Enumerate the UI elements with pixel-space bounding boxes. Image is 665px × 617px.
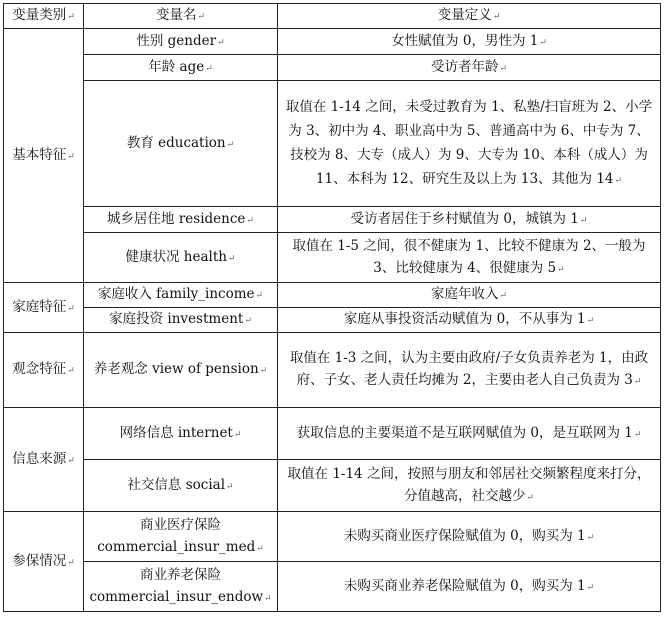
paragraph-mark: ↵ [264,593,272,604]
variable-definition-cell: 家庭从事投资活动赋值为 0，不从事为 1↵ [278,308,661,333]
variable-name-cell: 年龄 age↵ [84,55,278,81]
paragraph-mark: ↵ [586,532,595,543]
variable-name-cell: 网络信息 internet↵ [84,408,278,460]
paragraph-mark: ↵ [255,291,264,301]
paragraph-mark: ↵ [633,377,642,387]
paragraph-mark: ↵ [67,557,75,568]
paragraph-mark: ↵ [633,429,642,440]
category-cell: 家庭特征↵ [4,283,84,333]
variable-name-cell: 养老观念 view of pension↵ [84,333,278,408]
table-row [4,55,661,81]
variable-definition-cell: 取值在 1-14 之间，按照与朋友和邻居社交频繁程度来打分，分值越高，社交越少↵ [278,460,661,512]
paragraph-mark: ↵ [614,175,623,186]
paragraph-mark: ↵ [492,12,501,22]
variable-definition-cell: 家庭年收入↵ [278,283,661,308]
paragraph-mark: ↵ [499,291,508,301]
table-row [4,233,661,283]
variable-name-cell: 家庭收入 family_income↵ [84,283,278,308]
variable-definition-cell: 取值在 1-14 之间，未受过教育为 1、私塾/扫盲班为 2、小学为 3、初中为 4、职业高中为 5、普通高中为 6、中专为 7、技校为 8、大专（成人）为 9、大专为 10、本科（成人）为 11、本科为 12、研究生及以上为 13、其他为 14↵ [278,81,661,207]
table-row [4,512,661,562]
variable-definition-cell: 女性赋值为 0，男性为 1↵ [278,29,661,55]
table-row [4,29,661,55]
paragraph-mark: ↵ [67,455,75,466]
paragraph-mark: ↵ [246,215,254,226]
paragraph-mark: ↵ [205,63,213,74]
variable-definition-cell: 取值在 1-5 之间，很不健康为 1、比较不健康为 2、一般为 3、比较健康为 4、很健康为 5↵ [278,233,661,283]
variable-definition-cell: 未购买商业医疗保险赋值为 0，购买为 1↵ [278,512,661,562]
table-row [4,308,661,333]
paragraph-mark: ↵ [526,492,535,503]
category-cell: 基本特征↵ [4,29,84,283]
table-row [4,283,661,308]
paragraph-mark: ↵ [67,151,75,162]
paragraph-mark: ↵ [67,366,75,376]
paragraph-mark: ↵ [233,429,242,440]
paragraph-mark: ↵ [557,264,565,275]
variable-definition-table [3,3,661,612]
variable-name-cell: 社交信息 social↵ [84,460,278,512]
variable-definition-cell: 获取信息的主要渠道不是互联网赋值为 0，是互联网为 1↵ [278,408,661,460]
paragraph-mark: ↵ [256,543,264,554]
variable-definition-cell: 受访者年龄↵ [278,55,661,81]
variable-name-cell: 商业医疗保险 commercial_insur_med↵ [84,512,278,562]
variable-name-cell: 商业养老保险 commercial_insur_endow↵ [84,562,278,612]
paragraph-mark: ↵ [539,37,547,48]
table-row [4,460,661,512]
variable-definition-cell: 取值在 1-3 之间，认为主要由政府/子女负责养老为 1，由政府、子女、老人责任均摊为 2，主要由老人自己负责为 3↵ [278,333,661,408]
paragraph-mark: ↵ [499,63,508,74]
table-row [4,81,661,207]
category-cell: 信息来源↵ [4,408,84,512]
paragraph-mark: ↵ [244,316,252,326]
category-cell: 观念特征↵ [4,333,84,408]
table-row [4,333,661,408]
paragraph-mark: ↵ [197,12,206,22]
paragraph-mark: ↵ [67,12,75,22]
paragraph-mark: ↵ [579,215,588,226]
header-category: 变量类别↵ [4,4,84,29]
paragraph-mark: ↵ [586,582,595,593]
variable-name-cell: 健康状况 health↵ [84,233,278,283]
variable-name-cell: 性别 gender↵ [84,29,278,55]
table-row [4,408,661,460]
variable-definition-cell: 受访者居住于乡村赋值为 0，城镇为 1↵ [278,207,661,233]
paragraph-mark: ↵ [226,139,235,150]
table-row [4,562,661,612]
variable-name-cell: 城乡居住地 residence↵ [84,207,278,233]
paragraph-mark: ↵ [586,316,595,326]
paragraph-mark: ↵ [227,253,236,264]
header-variable-name: 变量名↵ [84,4,278,29]
category-cell: 参保情况↵ [4,512,84,612]
variable-definition-cell: 未购买商业养老保险赋值为 0，购买为 1↵ [278,562,661,612]
paragraph-mark: ↵ [217,37,225,48]
paragraph-mark: ↵ [259,366,268,376]
paragraph-mark: ↵ [226,481,234,492]
header-variable-definition: 变量定义↵ [278,4,661,29]
table-row [4,207,661,233]
paragraph-mark: ↵ [67,303,75,314]
header-row [4,4,661,29]
variable-name-cell: 家庭投资 investment↵ [84,308,278,333]
variable-name-cell: 教育 education↵ [84,81,278,207]
